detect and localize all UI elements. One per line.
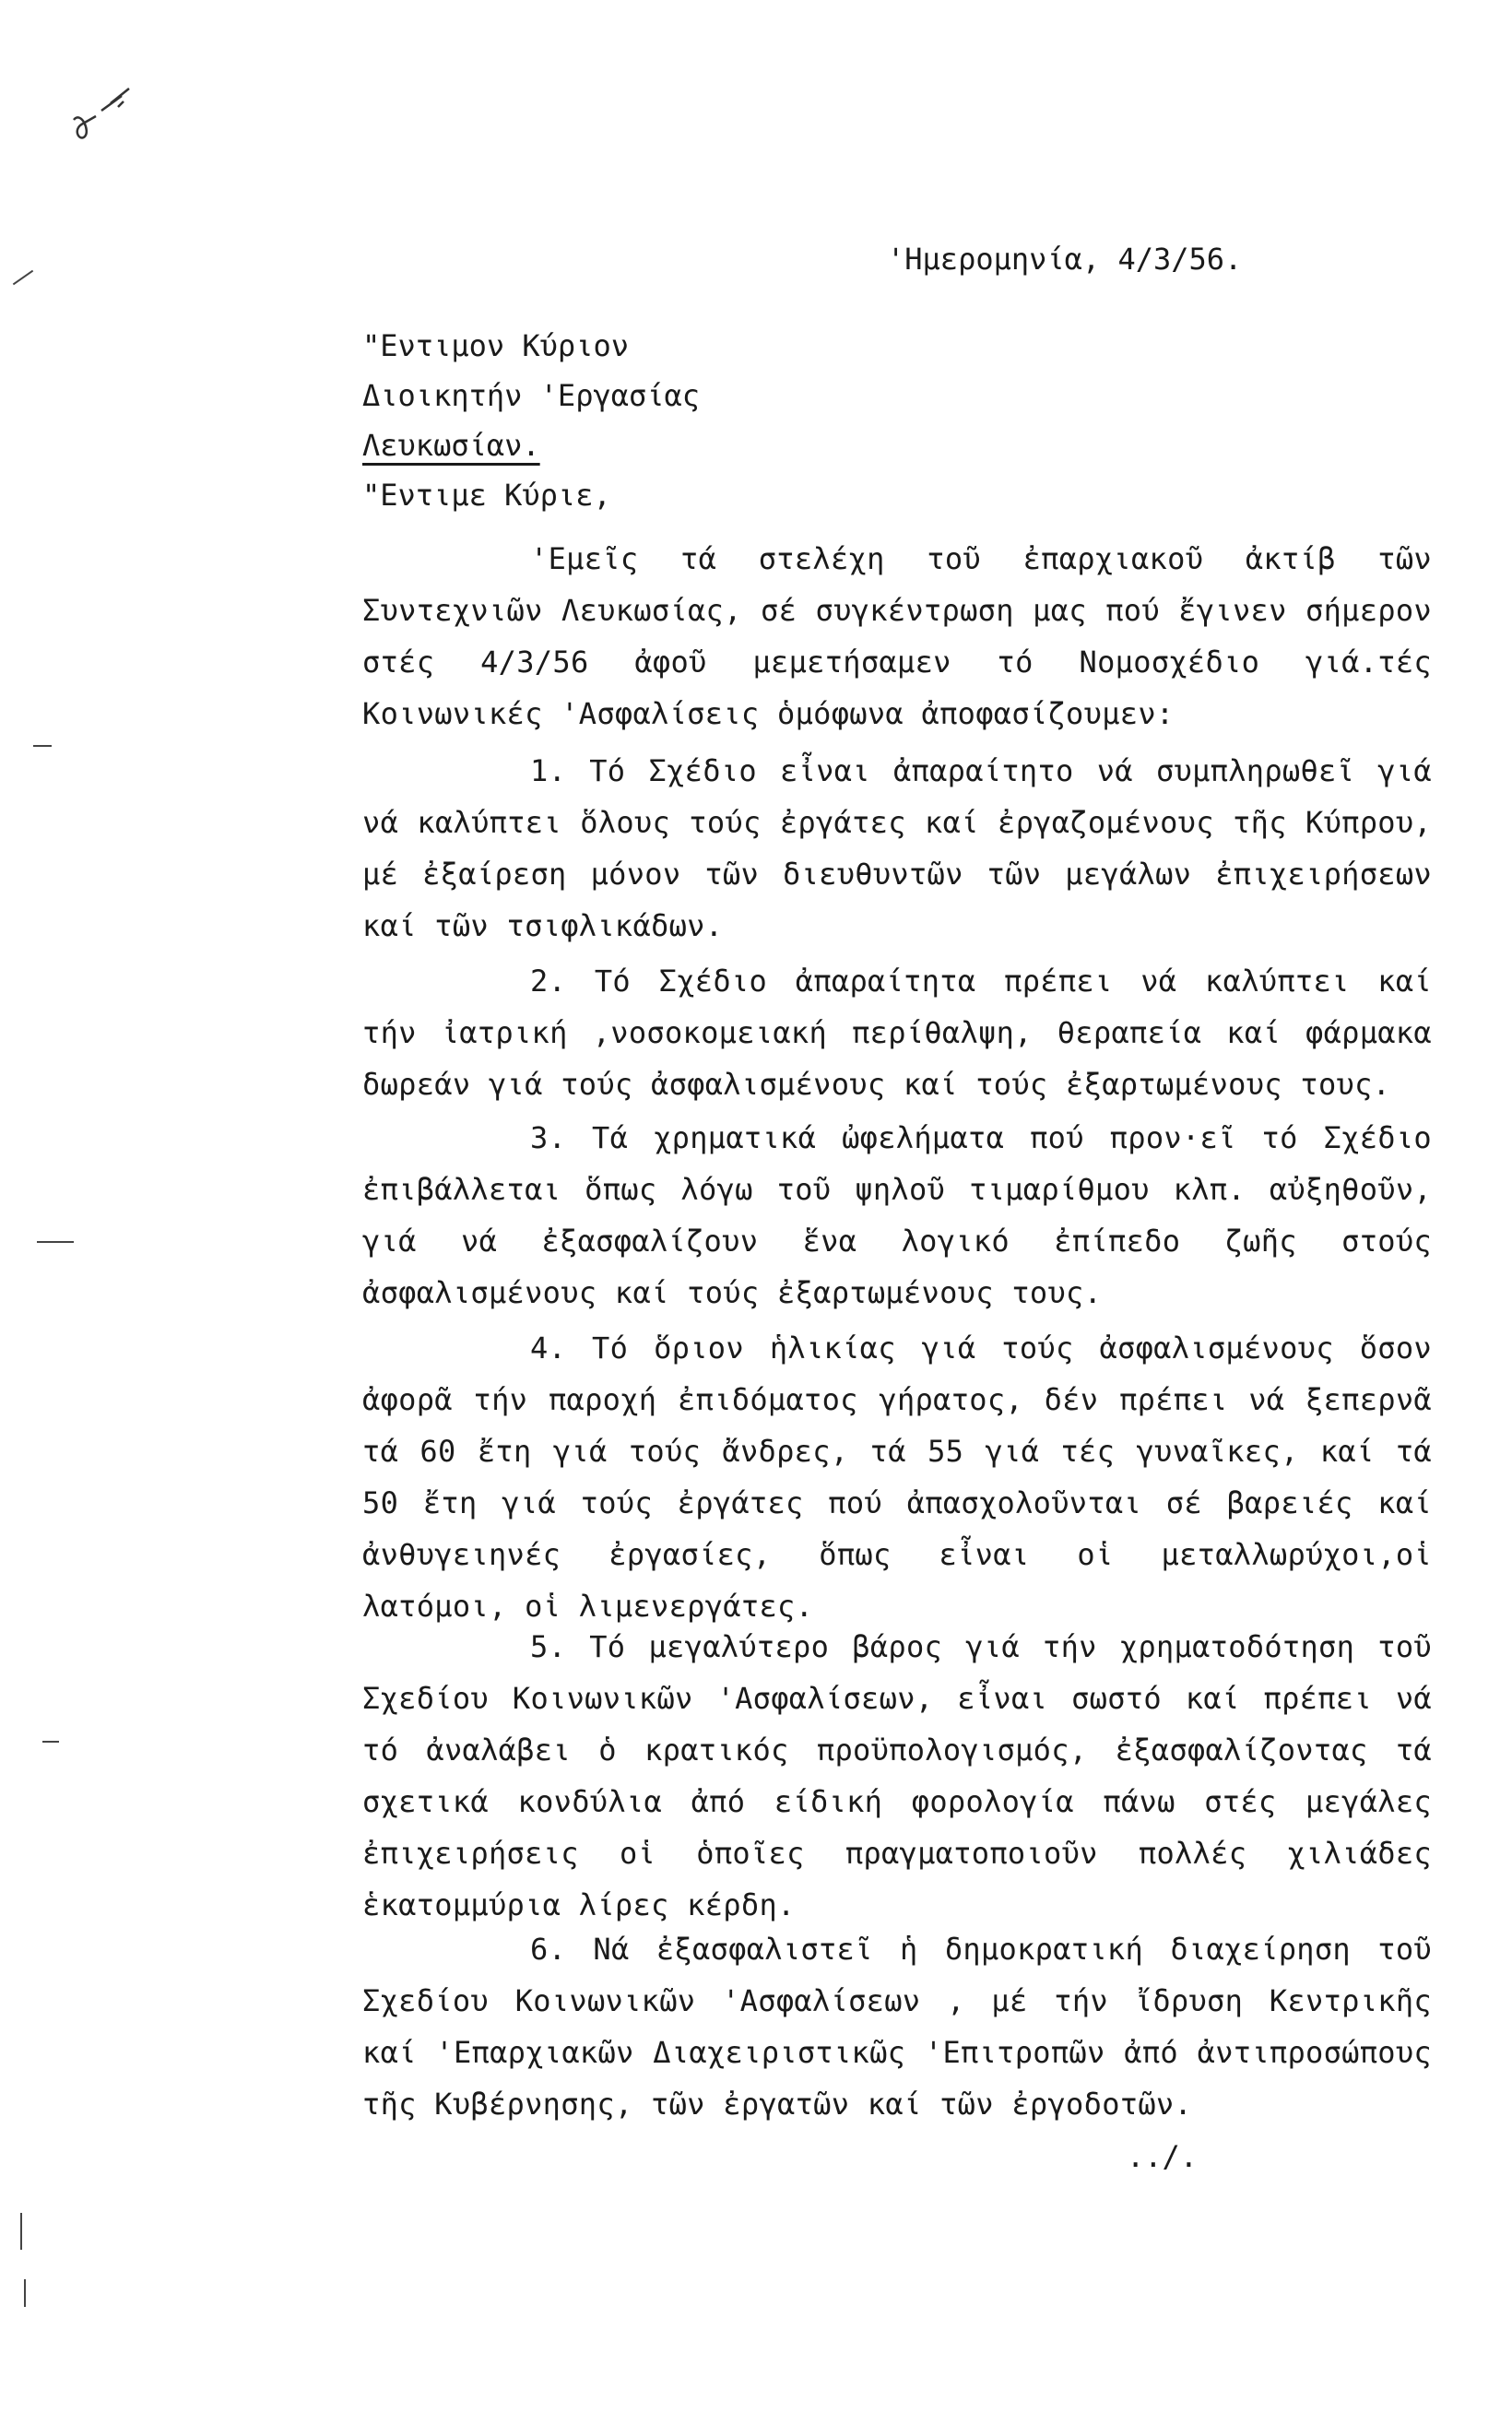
scan-mark xyxy=(33,745,52,747)
resolution-point: 4. Τό ὅριον ἡλικίας γιά τούς ἀσφαλισμένους ὅσον ἀφορᾶ τήν παροχή ἐπιδόματος γήρατος, δέν πρέπει νά ξεπερνᾶ τά 60 ἔτη γιά τούς ἄνδρες, τά 55 γιά τές γυναῖκες, καί τά 50 ἔτη γιά τούς ἐργάτες πού ἀπασχολοῦνται σέ βαρειές καί ἀνθυγειηνές ἐργασίες, ὅπως εἶναι οἱ μεταλλωρύχοι,οἱ λατόμοι, οἱ λιμενεργάτες. xyxy=(362,1330,1432,1624)
scribble-mark-icon xyxy=(65,83,148,148)
recipient-city: Λευκωσίαν. xyxy=(362,428,540,463)
recipient-line: "Εντιμον Κύριον xyxy=(362,328,629,363)
scan-mark xyxy=(37,1241,74,1243)
resolution-point: 1. Τό Σχέδιο εἶναι ἀπαραίτητο νά συμπληρωθεῖ γιά νά καλύπτει ὅλους τούς ἐργάτες καί ἐργαζομένους τῆς Κύπρου, μέ ἐξαίρεση μόνον τῶν διευθυντῶν τῶν μεγάλων ἐπιχειρήσεων καί τῶν τσιφλικάδων. xyxy=(362,753,1432,943)
continued-marker: ../. xyxy=(1127,2139,1199,2174)
resolution-point: 6. Νά ἐξασφαλιστεῖ ἡ δημοκρατική διαχείρηση τοῦ Σχεδίου Κοινωνικῶν 'Ασφαλίσεων , μέ τήν ἴδρυση Κεντρικῆς καί 'Επαρχιακῶν Διαχειριστικῶς 'Επιτροπῶν ἀπό ἀντιπροσώπους τῆς Κυβέρνησης, τῶν ἐργατῶν καί τῶν ἐργοδοτῶν. xyxy=(362,1932,1432,2122)
resolution-point: 5. Τό μεγαλύτερο βάρος γιά τήν χρηματοδότηση τοῦ Σχεδίου Κοινωνικῶν 'Ασφαλίσεων, εἶναι σωστό καί πρέπει νά τό ἀναλάβει ὁ κρατικός προϋπολογισμός, ἐξασφαλίζοντας τά σχετικά κονδύλια ἀπό είδική φορολογία πάνω στές μεγάλες ἐπιχειρήσεις οἱ ὁποῖες πραγματοποιοῦν πολλές χιλιάδες ἑκατομμύρια λίρες κέρδη. xyxy=(362,1629,1432,1922)
resolution-point: 3. Τά χρηματικά ὠφελήματα πού προν·εῖ τό Σχέδιο ἐπιβάλλεται ὅπως λόγω τοῦ ψηλοῦ τιμαρίθμου κλπ. αὐξηθοῦν, γιά νά ἐξασφαλίζουν ἕνα λογικό ἐπίπεδο ζωῆς στούς ἀσφαλισμένους καί τούς ἐξαρτωμένους τους. xyxy=(362,1120,1432,1310)
scan-mark xyxy=(24,2279,26,2307)
intro-paragraph: 'Εμεῖς τά στελέχη τοῦ ἐπαρχιακοῦ ἀκτίβ τῶν Συντεχνιῶν Λευκωσίας, σέ συγκέντρωση μας πού ἔγινεν σήμερον στές 4/3/56 ἀφοῦ μεμετήσαμεν τό Νομοσχέδιο γιά.τές Κοινωνικές 'Ασφαλίσεις ὁμόφωνα ἀποφασίζουμεν: xyxy=(362,541,1432,731)
scan-mark xyxy=(20,2213,22,2250)
resolution-point: 2. Τό Σχέδιο ἀπαραίτητα πρέπει νά καλύπτει καί τήν ἰατρική ,νοσοκομειακή περίθαλψη, θεραπεία καί φάρμακα δωρεάν γιά τούς ἀσφαλισμένους καί τούς ἐξαρτωμένους τους. xyxy=(362,964,1432,1102)
scan-mark xyxy=(42,1741,59,1743)
letter-date: 'Ημερομηνία, 4/3/56. xyxy=(887,242,1243,277)
salutation: "Εντιμε Κύριε, xyxy=(362,478,611,513)
scan-mark xyxy=(13,270,33,286)
recipient-line: Διοικητήν 'Εργασίας xyxy=(362,378,701,413)
